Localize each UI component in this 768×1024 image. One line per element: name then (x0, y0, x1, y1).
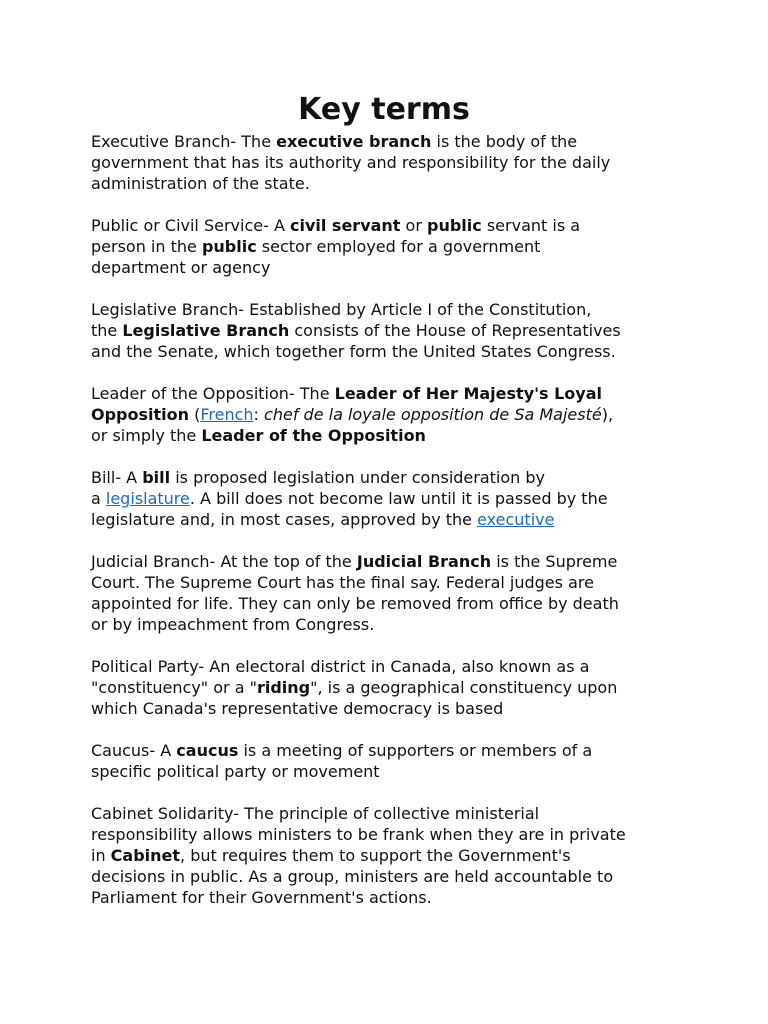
bold-phrase: Legislative Branch (122, 321, 290, 340)
term-political-party: Political Party- An electoral district in Canada, also known as a "constituency" or a "riding", is a geographical constituency upon which Canada's representative democracy is based (91, 657, 618, 718)
term-caucus: Caucus- A caucus is a meeting of supporters or members of a specific political party or movement (91, 741, 593, 781)
bold-phrase: riding (256, 678, 311, 697)
term-bill: Bill- A bill is proposed legislation under consideration by a legislature. A bill does not become law until it is passed by the legislature and, in most cases, approved by the executive (91, 468, 608, 529)
bold-phrase: Cabinet (110, 846, 181, 865)
key-terms-list (91, 131, 691, 929)
term-leader-of-opposition: Leader of the Opposition- The Leader of Her Majesty's Loyal Opposition (French: chef de la loyale opposition de Sa Majesté), or simply the Leader of the Opposition (91, 384, 614, 445)
french-translation: chef de la loyale opposition de Sa Majesté (264, 405, 602, 424)
term-judicial-branch: Judicial Branch- At the top of the Judicial Branch is the Supreme Court. The Supreme Court has the final say. Federal judges are appointed for life. They can only be removed from office by death or by impeachment from Congress. (91, 552, 619, 634)
term-legislative-branch: Legislative Branch- Established by Article I of the Constitution, the Legislative Branch consists of the House of Representatives and the Senate, which together form the United States Congress. (91, 300, 621, 361)
bold-phrase: bill (142, 468, 171, 487)
bold-phrase: civil servant (289, 216, 401, 235)
bold-phrase: Leader of the Opposition (201, 426, 426, 445)
bold-phrase: caucus (176, 741, 239, 760)
bold-phrase: Judicial Branch (356, 552, 492, 571)
french-link[interactable]: French (200, 405, 254, 424)
term-executive-branch: Executive Branch- The executive branch is the body of the government that has its authority and responsibility for the daily administration of the state. (91, 132, 611, 193)
page-title: Key terms (298, 92, 470, 127)
bold-phrase: public (427, 216, 482, 235)
bold-phrase: Opposition (91, 405, 190, 424)
bold-phrase: executive branch (276, 132, 432, 151)
bold-phrase: Leader of Her Majesty's Loyal (334, 384, 603, 403)
term-cabinet-solidarity: Cabinet Solidarity- The principle of collective ministerial responsibility allows ministers to be frank when they are in private in Cabinet, but requires them to support the Government's decisions in public. As a group, ministers are held accountable to Parliament for their Government's actions. (91, 804, 626, 907)
legislature-link[interactable]: legislature (105, 489, 190, 508)
term-civil-service: Public or Civil Service- A civil servant or public servant is a person in the public sector employed for a government department or agency (91, 216, 581, 277)
bold-phrase: public (201, 237, 257, 256)
executive-link[interactable]: executive (477, 510, 555, 529)
